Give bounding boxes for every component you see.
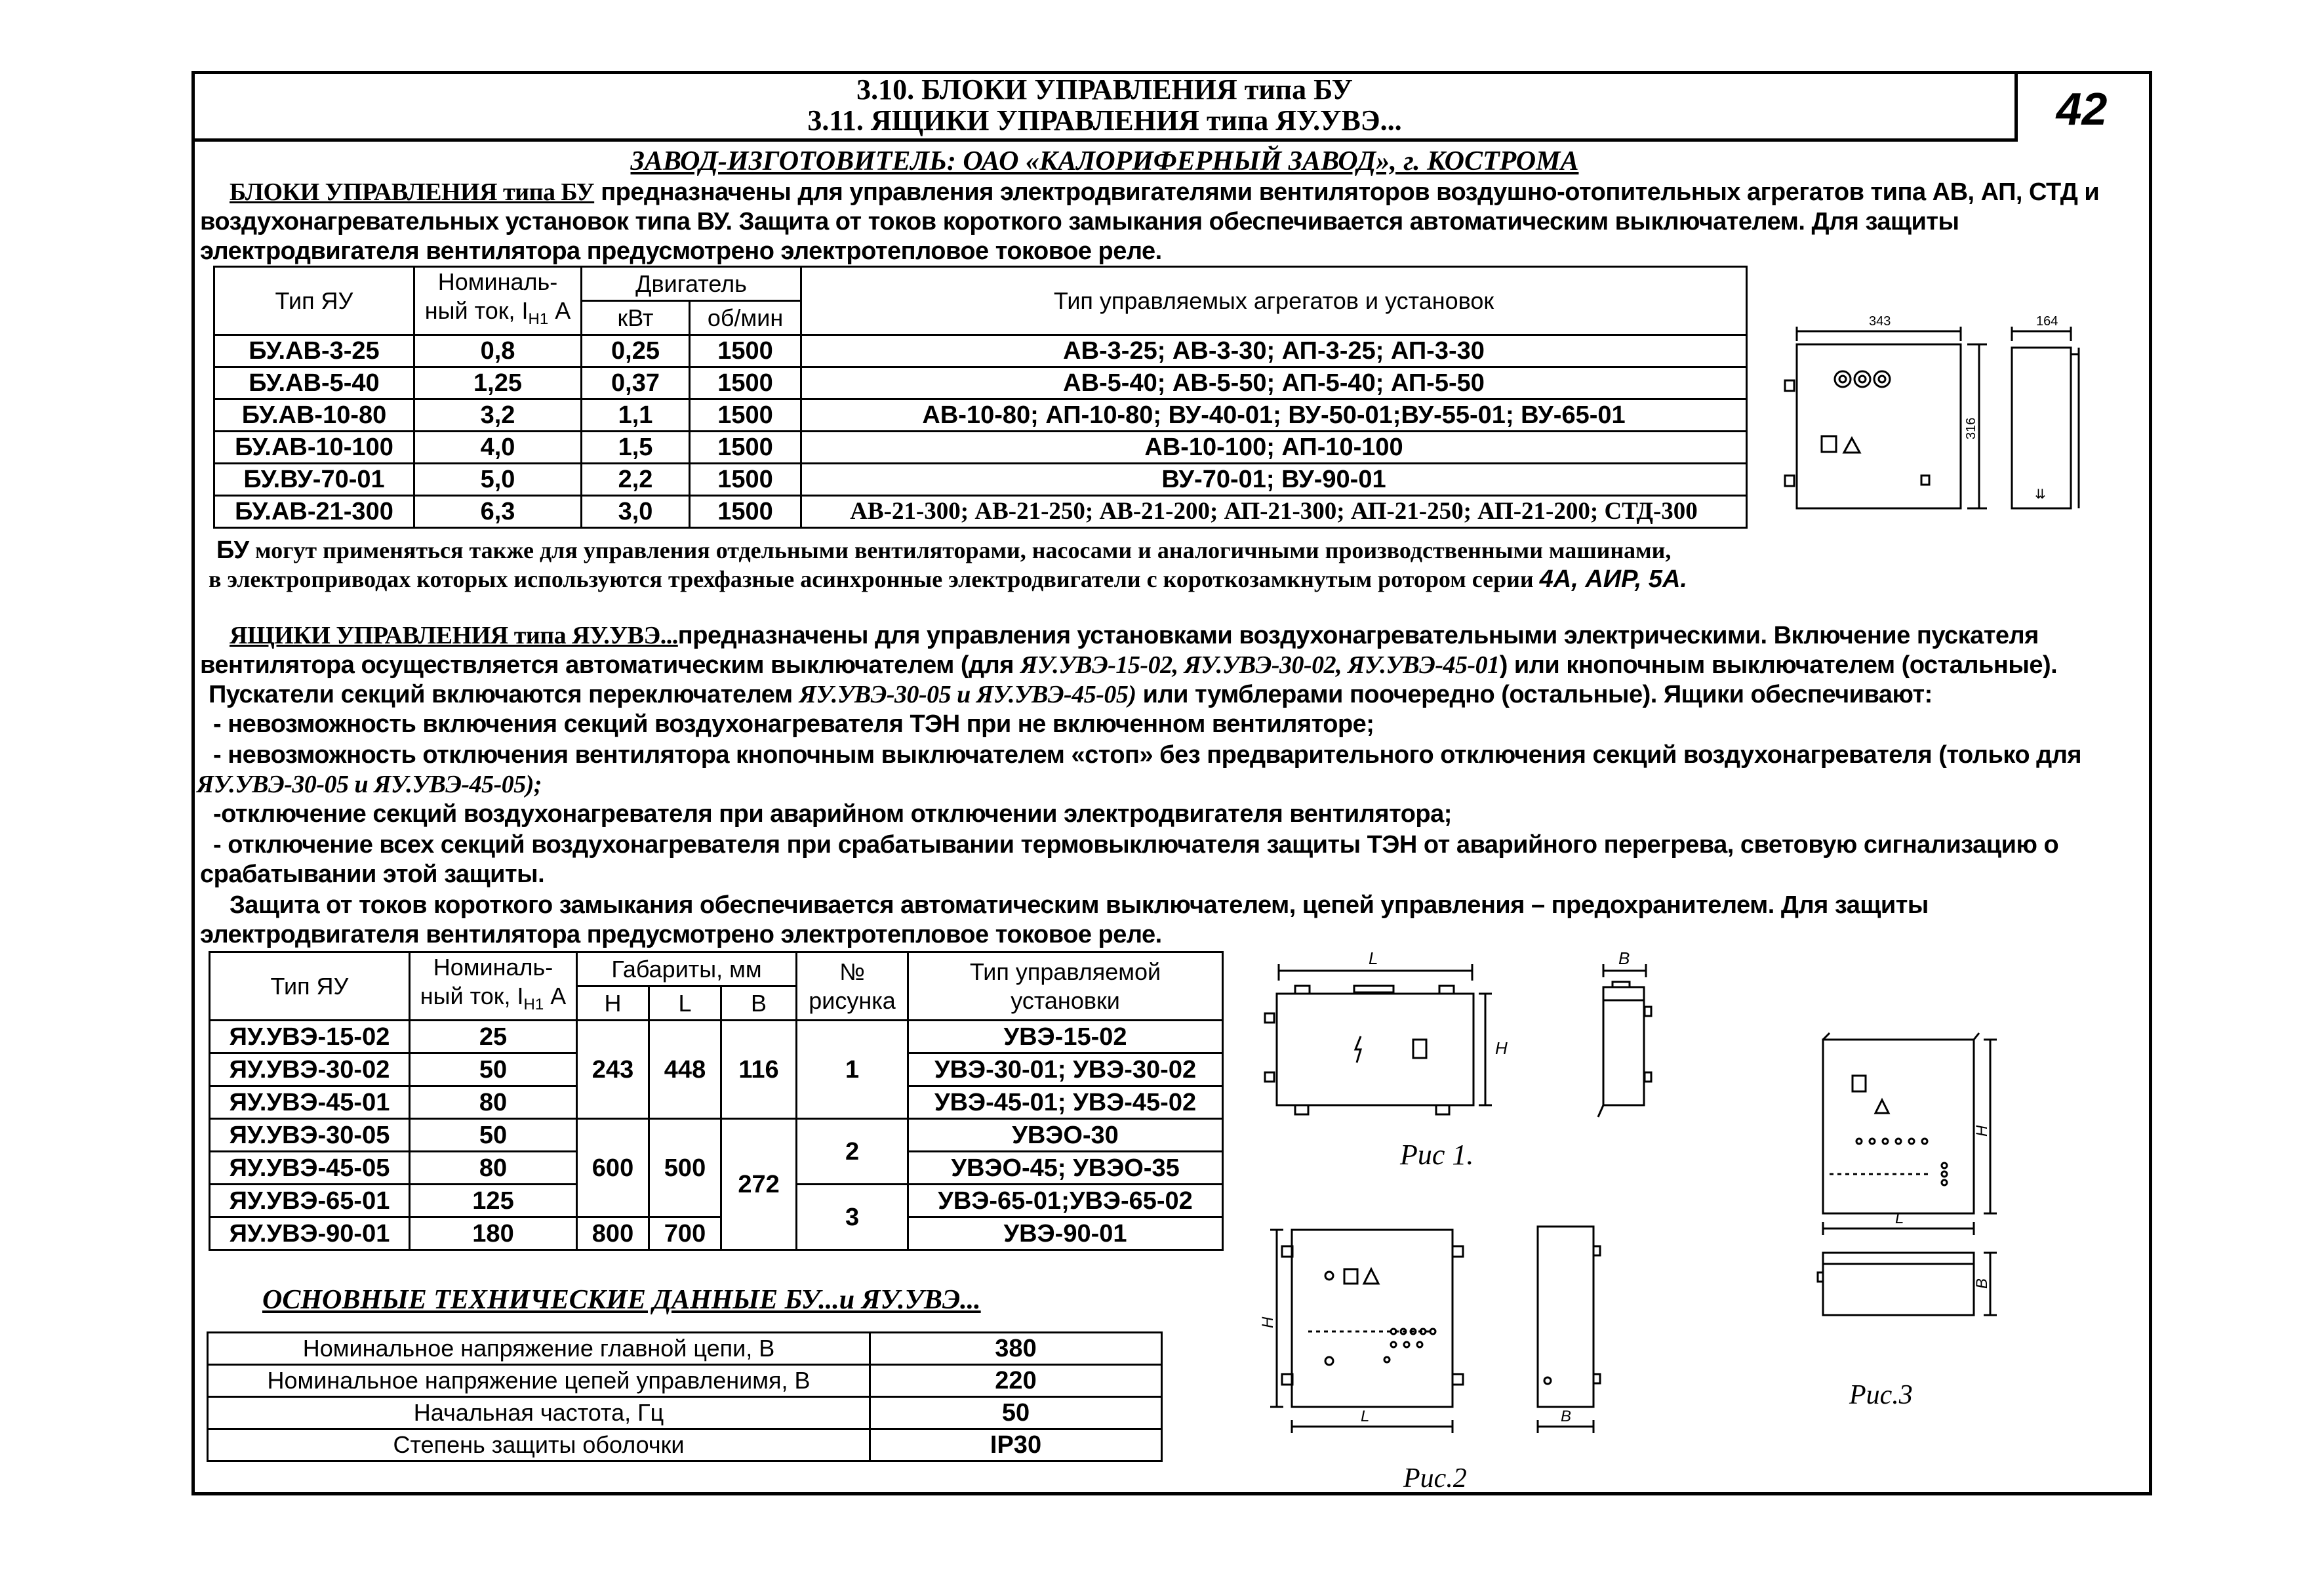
table-row: ЯУ.УВЭ-65-01 125 3 УВЭ-65-01;УВЭ-65-02 [210,1185,1223,1217]
table-row: БУ.АВ-10-80 3,2 1,1 1500 АВ-10-80; АП-10-80; ВУ-40-01; ВУ-50-01;ВУ-55-01; ВУ-65-01 [214,399,1747,432]
table-row: БУ.АВ-10-100 4,0 1,5 1500 АВ-10-100; АП-10-100 [214,432,1747,464]
bu-note-line2 [209,565,1687,593]
bu-dim-height: 316 [1964,417,1978,439]
figure-2 [1259,1217,1669,1493]
bu-intro-line1 [230,178,2099,207]
yau-intro-lead: ЯЩИКИ УПРАВЛЕНИЯ типа ЯУ.УВЭ... [230,622,678,649]
bu-note-lead: БУ [216,537,250,564]
yau-intro-line3: Пускатели секций включаются переключателем ЯУ.УВЭ-30-05 и ЯУ.УВЭ-45-05) или тумблерами поочередно (остальные). Ящики обеспечивают: [209,681,1933,708]
table-row: БУ.ВУ-70-01 5,0 2,2 1500 ВУ-70-01; ВУ-90-01 [214,464,1747,496]
table-row: БУ.АВ-3-25 0,8 0,25 1500 АВ-3-25; АВ-3-30; АП-3-25; АП-3-30 [214,335,1747,367]
yau-header-unit: Тип управляемой установки [908,952,1223,1021]
bu-dim-width: 343 [1869,314,1891,329]
fig1-caption: Рис 1. [1400,1139,1474,1171]
bu-intro-line2: воздухонагревательных установок типа ВУ. Защита от токов короткого замыкания обеспечивается автоматическим выключателем. Для защиты [200,208,1959,235]
bu-table [213,266,1748,529]
yau-header-current: Номиналь- ный ток, $I_{Н1}$ А [410,952,577,1021]
table-row: ЯУ.УВЭ-30-02 50 УВЭ-30-01; УВЭ-30-02 [210,1053,1223,1086]
bu-intro-lead: БЛОКИ УПРАВЛЕНИЯ типа БУ [230,178,595,206]
table-row: БУ.АВ-5-40 1,25 0,37 1500 АВ-5-40; АВ-5-50; АП-5-40; АП-5-50 [214,367,1747,399]
header-title-line2: 3.11. ЯЩИКИ УПРАВЛЕНИЯ типа ЯУ.УВЭ... [807,104,1402,136]
fig2-dim-l: L [1361,1408,1370,1425]
yau-header-b: В [721,986,797,1021]
yau-intro-line7: -отключение секций воздухонагревателя при аварийном отключении электродвигателя вентилятора; [213,800,1452,828]
yau-header-type: Тип ЯУ [210,952,410,1021]
fig2-caption: Рис.2 [1403,1463,1467,1493]
table-row: ЯУ.УВЭ-30-05 50 600 500 272 2 УВЭО-30 [210,1119,1223,1152]
figure-1 [1262,941,1689,1177]
fig3-dim-l: L [1895,1209,1904,1227]
fig3-dim-h: H [1973,1125,1991,1137]
bu-dim-depth: 164 [2036,314,2058,329]
bu-intro-line1-text: предназначены для управления электродвигателями вентиляторов воздушно-отопительных агрегатов типа АВ, АП, СТД и [594,178,2100,206]
table-row: ЯУ.УВЭ-90-01 180 800 700 УВЭ-90-01 [210,1217,1223,1250]
yau-intro-line1 [230,621,2039,651]
figure-3 [1810,1026,2033,1420]
yau-intro-line6: ЯУ.УВЭ-30-05 и ЯУ.УВЭ-45-05); [197,771,542,798]
yau-intro-line8: - отключение всех секций воздухонагревателя при срабатывании термовыключателя защиты ТЭН от аварийного перегрева, световую сигнализацию о [213,831,2059,859]
page-number: 42 [2056,83,2108,134]
table-row: ЯУ.УВЭ-15-02 25 243 448 116 1 УВЭ-15-02 [210,1021,1223,1053]
bu-note-line2-text: в электроприводах которых используются трехфазные асинхронные электродвигатели с короткозамкнутым ротором серии [209,566,1540,592]
table-row: ЯУ.УВЭ-45-01 80 УВЭ-45-01; УВЭ-45-02 [210,1086,1223,1119]
bu-header-type: Тип ЯУ [214,267,414,335]
bu-note-series: 4А, АИР, 5А. [1539,565,1687,593]
fig3-dim-b: B [1973,1278,1991,1289]
yau-table [209,951,1224,1251]
yau-intro-line9: срабатывании этой защиты. [200,861,545,888]
bu-mark: ⇊ [2035,487,2046,502]
table-row: ЯУ.УВЭ-45-05 80 УВЭО-45; УВЭО-35 [210,1152,1223,1185]
yau-intro-line11: электродвигателя вентилятора предусмотрено электротепловое токовое реле. [200,921,1162,948]
bu-header-motor: Двигатель [582,267,801,301]
yau-intro-line4: - невозможность включения секций воздухонагревателя ТЭН при не включенном вентиляторе; [213,710,1374,738]
fig1-dim-l: L [1369,948,1378,968]
fig2-dim-b: B [1561,1408,1572,1425]
specs-table [207,1331,1163,1462]
fig2-dim-h: H [1259,1316,1277,1328]
yau-intro-line5: - невозможность отключения вентилятора кнопочным выключателем «стоп» без предварительного отключения секций воздухонагревателя (только для [213,741,2082,769]
table-row: Номинальное напряжение цепей управленимя, В 220 [208,1365,1162,1397]
yau-intro-line1-text: предназначены для управления установками воздухонагревательными электрическими. Включение пускателя [677,622,2039,649]
bu-intro-line3: электродвигателя вентилятора предусмотрено электротепловое токовое реле. [200,237,1162,265]
header-title-line1: 3.10. БЛОКИ УПРАВЛЕНИЯ типа БУ [856,73,1353,106]
yau-intro-line2: вентилятора осуществляется автоматическим выключателем (для ЯУ.УВЭ-15-02, ЯУ.УВЭ-30-02, ЯУ.УВЭ-45-01) или кнопочным выключателем (остальные). [200,651,2058,679]
yau-header-l: L [649,986,721,1021]
yau-header-fig: № рисунка [797,952,908,1021]
table-row: Номинальное напряжение главной цепи, В 380 [208,1333,1162,1365]
table-row: Начальная частота, Гц 50 [208,1397,1162,1429]
specs-title: ОСНОВНЫЕ ТЕХНИЧЕСКИЕ ДАННЫЕ БУ...и ЯУ.УВЭ... [262,1285,981,1315]
yau-intro-line10: Защита от токов короткого замыкания обеспечивается автоматическим выключателем, цепей управления – предохранителем. Для защиты [230,891,1929,919]
bu-drawing [1771,308,2125,525]
bu-header-kw: кВт [582,301,690,335]
table-row: БУ.АВ-21-300 6,3 3,0 1500 АВ-21-300; АВ-21-250; АВ-21-200; АП-21-300; АП-21-250; АП-21-200; СТД-300 [214,496,1747,528]
bu-header-units: Тип управляемых агрегатов и установок [801,267,1747,335]
bu-note-line1 [216,537,1671,564]
fig1-dim-b: B [1618,948,1630,968]
bu-header-rpm: об/мин [690,301,801,335]
yau-header-h: Н [577,986,649,1021]
bu-note-line1-text: могут применяться также для управления отдельными вентиляторами, насосами и аналогичными производственными машинами, [249,537,1672,563]
manufacturer-line: ЗАВОД-ИЗГОТОВИТЕЛЬ: ОАО «КАЛОРИФЕРНЫЙ ЗАВОД», г. КОСТРОМА [630,146,1579,176]
yau-header-dims: Габариты, мм [577,952,797,986]
table-row: Степень защиты оболочки IP30 [208,1429,1162,1461]
fig1-dim-h: H [1495,1038,1508,1058]
bu-header-current: Номиналь- ный ток, $I_{Н1}$ А [414,267,582,335]
fig3-caption: Рис.3 [1849,1380,1913,1410]
